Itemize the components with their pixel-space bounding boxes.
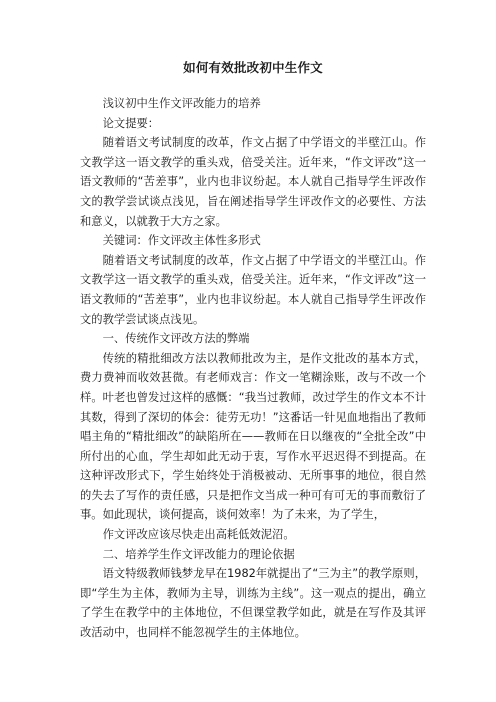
- intro-paragraph: 随着语文考试制度的改革，作文占据了中学语文的半壁江山。作文教学这一语文教学的重头戏，倍受关注。近年来，“作文评改”这一语文教师的“苦差事”，业内也非议纷起。本人就自己指导学生评改作文的教学尝试谈点浅见。: [80, 253, 426, 326]
- section-2-paragraph: 语文特级教师钱梦龙早在1982年就提出了“三为主”的教学原则，即“学生为主体，教师为主导，训练为主线”。这一观点的提出，确立了学生在教学中的主体地位，不但课堂教学如此，就是在写作及其评改活动中，也同样不能忽视学生的主体地位。: [80, 567, 426, 640]
- section-heading-2: 二、培养学生作文评改能力的理论依据: [102, 547, 295, 561]
- abstract-paragraph: 随着语文考试制度的改革，作文占据了中学语文的半壁江山。作文教学这一语文教学的重头戏，倍受关注。近年来，“作文评改”这一语文教师的“苦差事”，业内也非议纷起。本人就自己指导学生评改作文的教学尝试谈点浅见，旨在阐述指导学生评改作文的必要性、方法和意义，以就教于大方之家。: [80, 136, 426, 228]
- document-body: [80, 94, 426, 643]
- section-heading-1: 一、传统作文评改方法的弊端: [102, 332, 250, 346]
- subtitle-paragraph: 浅议初中生作文评改能力的培养: [102, 97, 261, 110]
- section-1-paragraph: 传统的精批细改方法以教师批改为主，是作文批改的基本方式，费力费神而收效甚微。有老师戏言：作文一笔糊涂账，改与不改一个样。叶老也曾发过这样的感慨：“我当过教师，改过学生的作文本不计其数，得到了深切的体会：徒劳无功！”这番话一针见血地指出了教师唱主角的“精批细改”的缺陷所在——教师在日以继夜的“全批全改”中所付出的心血，学生却如此无动于衷，写作水平迟迟得不到提高。在这种评改形式下，学生始终处于消极被动、无所事事的地位，很自然的失去了写作的责任感，只是把作文当成一种可有可无的事而敷衍了事。如此现状，谈何提高，谈何效率！为了未来，为了学生，: [80, 351, 426, 522]
- section-1-conclusion: 作文评改应该尽快走出高耗低效泥沼。: [102, 528, 295, 542]
- document-title: 如何有效批改初中生作文: [183, 60, 323, 75]
- abstract-heading: 论文提要：: [102, 116, 160, 130]
- keywords-paragraph: 关键词：作文评改主体性多形式: [102, 234, 261, 248]
